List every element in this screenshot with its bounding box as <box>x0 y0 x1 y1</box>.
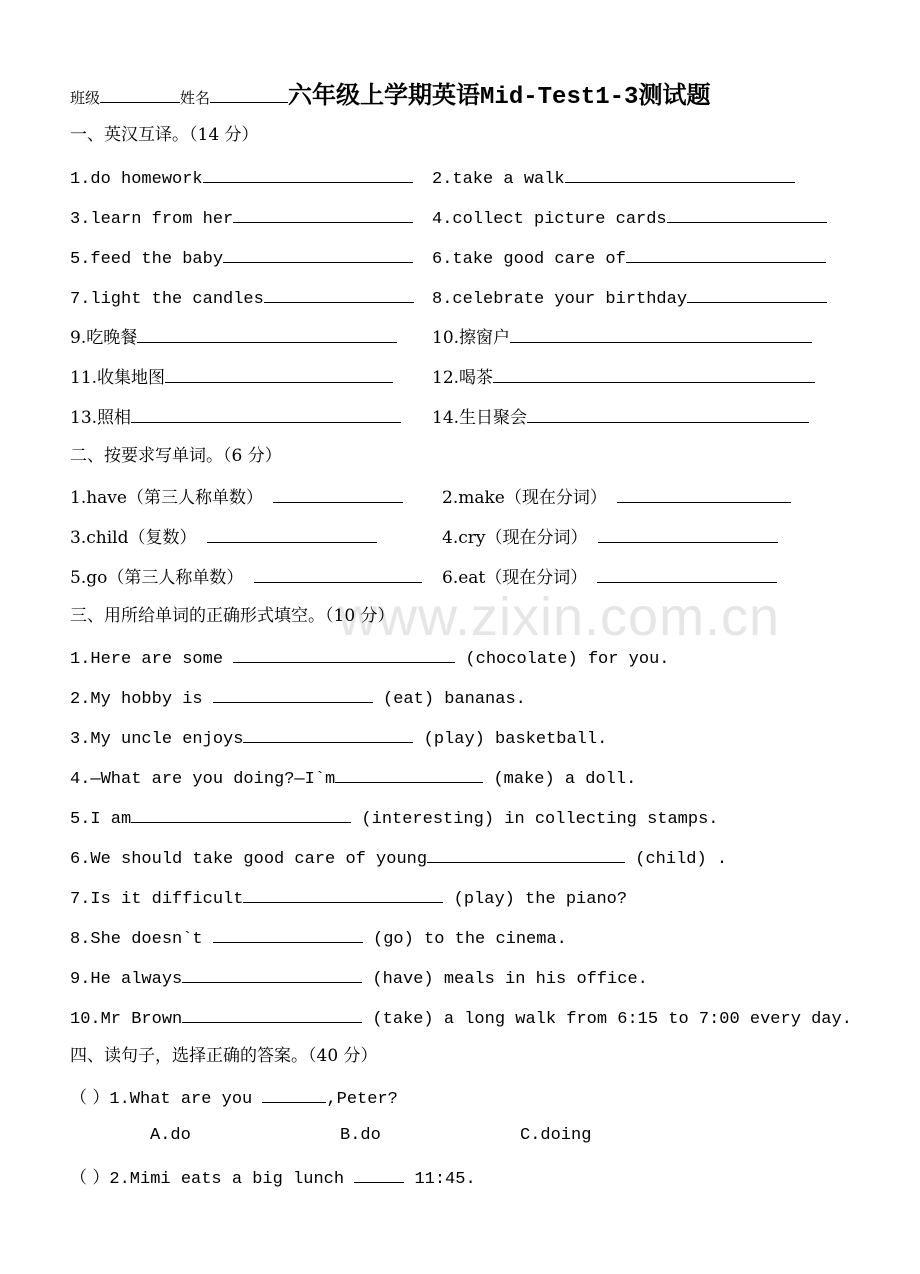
s3-blank-9[interactable] <box>182 965 362 983</box>
s1-blank-3[interactable] <box>233 205 413 223</box>
s3-q8-after: (go) to the cinema. <box>362 930 567 949</box>
s3-q1-before: 1.Here are some <box>70 650 234 669</box>
s3-q5-before: 5.I am <box>70 810 132 829</box>
s2-blank-2[interactable] <box>617 485 791 503</box>
name-blank[interactable] <box>210 85 288 103</box>
s1-row-2b <box>432 205 827 231</box>
s1-blank-9[interactable] <box>137 325 397 343</box>
s2-item-5: 5.go（第三人称单数） <box>70 568 244 588</box>
s3-q4-before: 4.—What are you doing?—I`m <box>70 770 336 789</box>
s1-item-7: 7.light the candles <box>70 290 264 309</box>
s2-blank-1[interactable] <box>273 485 403 503</box>
s2-row-2 <box>70 525 377 551</box>
s2-item-2: 2.make（现在分词） <box>442 488 607 508</box>
s3-blank-1[interactable] <box>233 645 455 663</box>
s2-blank-3[interactable] <box>207 525 377 543</box>
s1-row-5b <box>432 325 812 351</box>
s1-blank-14[interactable] <box>527 405 809 423</box>
s3-row-6 <box>70 845 727 871</box>
s4-q1-option-c[interactable]: C.doing <box>520 1126 592 1145</box>
s4-q1 <box>70 1085 398 1111</box>
s1-row-4 <box>70 285 414 311</box>
s1-item-14: 14.生日聚会 <box>432 408 528 428</box>
s2-row-1b <box>442 485 791 511</box>
s1-blank-13[interactable] <box>131 405 401 423</box>
s1-blank-7[interactable] <box>264 285 414 303</box>
s4-q1-blank[interactable] <box>262 1085 326 1103</box>
s1-blank-2[interactable] <box>565 165 795 183</box>
s3-q3-after: (play) basketball. <box>413 730 608 749</box>
s1-row-3b <box>432 245 826 271</box>
s4-q2-blank[interactable] <box>354 1165 404 1183</box>
s3-row-8 <box>70 925 567 951</box>
s1-blank-1[interactable] <box>203 165 413 183</box>
s1-item-6: 6.take good care of <box>432 250 626 269</box>
s3-blank-8[interactable] <box>213 925 363 943</box>
s1-item-5: 5.feed the baby <box>70 250 224 269</box>
s1-item-8: 8.celebrate your birthday <box>432 290 688 309</box>
s4-q1-option-a[interactable]: A.do <box>150 1126 191 1145</box>
s1-row-1b <box>432 165 795 191</box>
s2-blank-6[interactable] <box>597 565 777 583</box>
s2-blank-4[interactable] <box>598 525 778 543</box>
s1-blank-5[interactable] <box>223 245 413 263</box>
s3-q8-before: 8.She doesn`t <box>70 930 213 949</box>
s1-row-1 <box>70 165 413 191</box>
s3-q2-after: (eat) bananas. <box>372 690 526 709</box>
s1-row-5 <box>70 325 397 351</box>
s1-item-1: 1.do homework <box>70 170 203 189</box>
s3-q10-after: (take) a long walk from 6:15 to 7:00 every day. <box>362 1010 852 1029</box>
section1-heading: 一、英汉互译。（14 分） <box>70 125 259 145</box>
title-latin: Mid-Test1-3 <box>480 84 639 111</box>
s3-q9-before: 9.He always <box>70 970 183 989</box>
s2-item-1: 1.have（第三人称单数） <box>70 488 263 508</box>
s1-blank-6[interactable] <box>626 245 826 263</box>
section4-heading: 四、读句子，选择正确的答案。（40 分） <box>70 1046 378 1066</box>
s3-q10-before: 10.Mr Brown <box>70 1010 183 1029</box>
s1-row-4b <box>432 285 827 311</box>
s3-row-1 <box>70 645 669 671</box>
s2-item-3: 3.child（复数） <box>70 528 197 548</box>
s3-row-7 <box>70 885 627 911</box>
s4-q2-after: 11:45. <box>404 1170 476 1189</box>
s2-row-2b <box>442 525 778 551</box>
s3-blank-6[interactable] <box>427 845 625 863</box>
s1-item-10: 10.擦窗户 <box>432 328 511 348</box>
s2-row-3 <box>70 565 422 591</box>
s1-item-4: 4.collect picture cards <box>432 210 667 229</box>
s3-q2-before: 2.My hobby is <box>70 690 213 709</box>
s1-blank-12[interactable] <box>493 365 815 383</box>
class-blank[interactable] <box>100 85 180 103</box>
title-cn-suffix: 测试题 <box>638 80 711 109</box>
s4-q1-option-b[interactable]: B.do <box>340 1126 381 1145</box>
s3-row-3 <box>70 725 607 751</box>
s3-row-10 <box>70 1005 852 1031</box>
s3-q7-before: 7.Is it difficult <box>70 890 244 909</box>
s1-row-2 <box>70 205 413 231</box>
s4-q2-paren[interactable]: （ ） <box>70 1168 110 1188</box>
s3-row-5 <box>70 805 718 831</box>
s3-q4-after: (make) a doll. <box>483 770 637 789</box>
s1-blank-10[interactable] <box>510 325 812 343</box>
watermark: www.zixin.com.cn <box>338 587 781 647</box>
s1-blank-8[interactable] <box>687 285 827 303</box>
s3-q6-before: 6.We should take good care of young <box>70 850 428 869</box>
section3-heading: 三、用所给单词的正确形式填空。（10 分） <box>70 606 395 626</box>
s2-blank-5[interactable] <box>254 565 422 583</box>
s2-row-1 <box>70 485 403 511</box>
s3-blank-3[interactable] <box>243 725 413 743</box>
s1-item-11: 11.收集地图 <box>70 368 166 388</box>
s1-item-13: 13.照相 <box>70 408 132 428</box>
s1-blank-4[interactable] <box>667 205 827 223</box>
s4-q2-before: 2.Mimi eats a big lunch <box>109 1170 355 1189</box>
s1-row-6b <box>432 365 815 391</box>
s1-blank-11[interactable] <box>165 365 393 383</box>
s1-row-3 <box>70 245 413 271</box>
s2-item-4: 4.cry（现在分词） <box>442 528 588 548</box>
s3-blank-10[interactable] <box>182 1005 362 1023</box>
s3-q7-after: (play) the piano? <box>443 890 628 909</box>
s1-row-7 <box>70 405 401 431</box>
s4-q1-after: ,Peter? <box>326 1090 398 1109</box>
s1-row-7b <box>432 405 809 431</box>
s3-blank-4[interactable] <box>335 765 483 783</box>
s4-q1-before: 1.What are you <box>109 1090 263 1109</box>
s3-q1-after: (chocolate) for you. <box>455 650 670 669</box>
s1-item-12: 12.喝茶 <box>432 368 494 388</box>
s3-blank-2[interactable] <box>213 685 373 703</box>
s4-q1-paren[interactable]: （ ） <box>70 1088 110 1108</box>
s3-q5-after: (interesting) in collecting stamps. <box>351 810 719 829</box>
s1-row-6 <box>70 365 393 391</box>
s2-item-6: 6.eat（现在分词） <box>442 568 588 588</box>
title-cn-prefix: 六年级上学期英语 <box>288 80 481 109</box>
s3-q3-before: 3.My uncle enjoys <box>70 730 244 749</box>
s2-row-3b <box>442 565 777 591</box>
s1-item-3: 3.learn from her <box>70 210 234 229</box>
s3-q9-after: (have) meals in his office. <box>362 970 648 989</box>
s1-item-9: 9.吃晚餐 <box>70 328 138 348</box>
s3-row-9 <box>70 965 648 991</box>
s3-row-4 <box>70 765 636 791</box>
s3-blank-5[interactable] <box>131 805 351 823</box>
s4-q2 <box>70 1165 476 1191</box>
s3-q6-after: (child) . <box>625 850 728 869</box>
s3-row-2 <box>70 685 526 711</box>
s1-item-2: 2.take a walk <box>432 170 565 189</box>
class-label: 班级 <box>70 89 101 107</box>
s3-blank-7[interactable] <box>243 885 443 903</box>
name-label: 姓名 <box>180 89 211 107</box>
section2-heading: 二、按要求写单词。（6 分） <box>70 446 282 466</box>
header-line <box>70 80 711 111</box>
